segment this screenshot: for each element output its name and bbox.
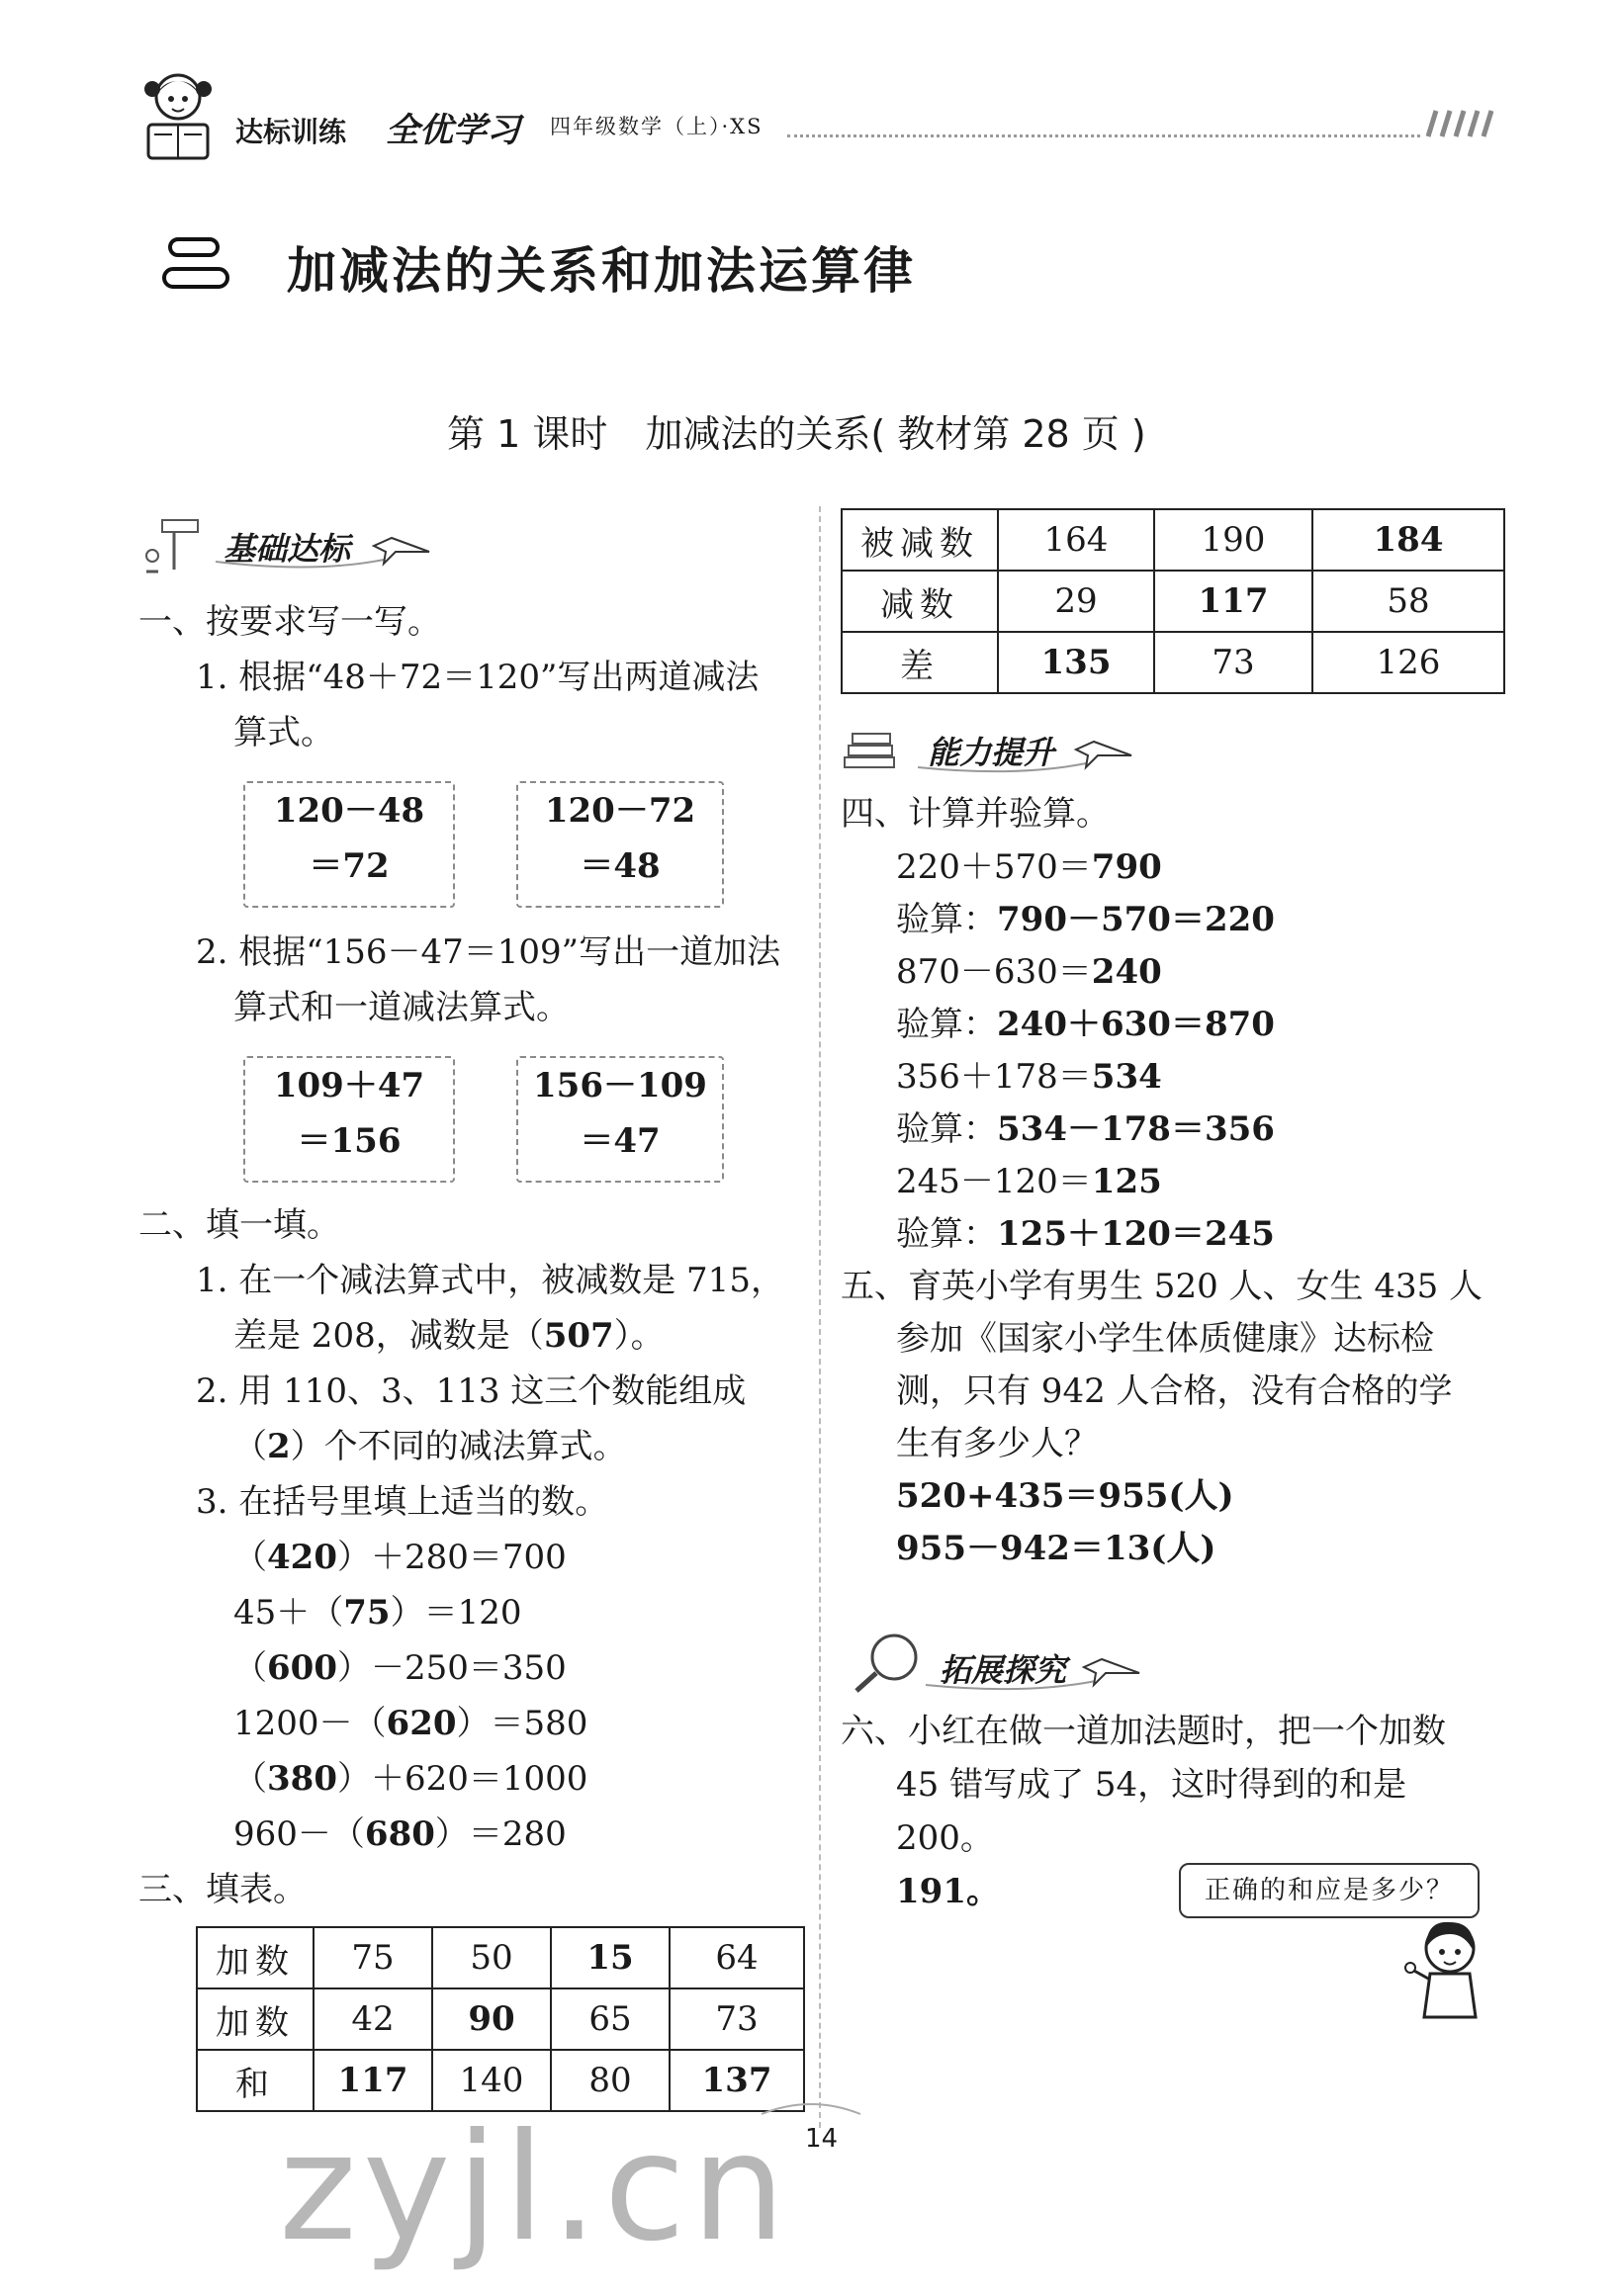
fill-post: ）－250＝350 [336,1648,567,1688]
fill-line [233,1704,588,1743]
fill-answer: 620 [386,1704,457,1743]
section-extend-title: 拓展探究 [940,1651,1067,1689]
table-cell: 15 [551,1927,670,1988]
calc-pre: 验算： [896,900,997,939]
fill-pre: （ [233,1538,267,1577]
calc-line [896,1162,1162,1201]
calc-line [896,1214,1275,1254]
q1-p2-line2: 算式和一道减法算式。 [233,988,570,1027]
q5-line1: 五、育英小学有男生 520 人、女生 435 人 [841,1267,1483,1306]
q2-p1-line2-pre: 差是 208，减数是（ [233,1316,544,1356]
table-cell: 135 [998,632,1154,693]
q2-p2-line1: 2. 用 110、3、113 这三个数能组成 [196,1371,747,1411]
q1-p1-line1: 1. 根据“48＋72＝120”写出两道减法 [196,658,760,697]
table-cell: 184 [1312,509,1504,571]
lesson-title-text: 第 1 课时 加减法的关系 [447,412,871,456]
answer-box-4-line2: ＝47 [580,1121,661,1161]
fill-post: ）＝580 [456,1704,588,1743]
answer-box-2-line2: ＝48 [580,846,661,886]
table-row [842,632,1504,693]
q2-p1-line2-post: ）。 [613,1316,665,1356]
answer-box-4 [516,1056,724,1183]
calc-answer: 125 [1091,1162,1162,1201]
q3-title: 三、填表。 [138,1870,307,1909]
subtraction-table [841,508,1505,694]
table-cell: 42 [314,1988,432,2050]
grade-label: 四年级数学（上）·XS [550,115,764,138]
mascot-thinking-girl [1404,1914,1493,2023]
fill-pre: 1200－（ [233,1704,387,1743]
table-row [197,1927,804,1988]
fill-line [233,1648,567,1688]
calc-answer: 534－178＝356 [997,1109,1275,1149]
table-row [197,1988,804,2050]
brand-name: 达标训练 [235,116,347,148]
fill-answer: 680 [364,1814,435,1854]
q5-line2: 参加《国家小学生体质健康》达标检 [896,1319,1434,1359]
q2-p2-line2-post: ）个不同的减法算式。 [290,1427,627,1466]
q2-p2-line2 [233,1427,627,1466]
q2-p3-title: 3. 在括号里填上适当的数。 [196,1482,609,1522]
calc-answer: 125＋120＝245 [997,1214,1275,1254]
answer-box-1-line2: ＝72 [309,846,390,886]
lesson-title [447,403,1146,458]
calc-line [896,952,1162,992]
calc-line [896,900,1275,939]
calc-pre: 验算： [896,1005,997,1044]
q1-p2-line1: 2. 根据“156－47＝109”写出一道加法 [196,932,781,972]
table-cell: 126 [1312,632,1504,693]
table-cell: 90 [432,1988,551,2050]
fill-post: ）＋280＝700 [336,1538,567,1577]
q2-p1-answer: 507 [543,1316,614,1356]
fill-answer: 75 [343,1593,391,1633]
answer-box-2-line1: 120－72 [544,791,696,831]
table-cell: 80 [551,2050,670,2111]
q5-answer-line1: 520+435＝955(人) [896,1476,1234,1516]
section-ability-title: 能力提升 [928,734,1055,771]
q2-p2-line2-pre: （ [233,1427,267,1466]
q6-answer: 191。 [896,1872,1000,1911]
q5-line3: 测，只有 942 人合格，没有合格的学 [896,1371,1453,1411]
header-stripes-decoration [1424,107,1503,140]
table-cell: 164 [998,509,1154,571]
mascot-reading-girl [138,67,218,166]
fill-line [233,1593,522,1633]
calc-line [896,1109,1275,1149]
table-row [842,571,1504,632]
section-ability-banner [839,714,1145,779]
answer-box-1 [243,781,455,908]
q4-title: 四、计算并验算。 [841,794,1110,834]
q1-title: 一、按要求写一写。 [138,602,441,642]
table-cell: 65 [551,1988,670,2050]
fill-answer: 380 [267,1759,337,1799]
table-cell: 64 [670,1927,804,1988]
table-cell: 117 [314,2050,432,2111]
table-cell: 减数 [842,571,998,632]
chapter-title: 加减法的关系和加法运算律 [287,242,916,300]
calc-answer: 790 [1091,847,1162,887]
fill-line [233,1814,567,1854]
fill-pre: 960－（ [233,1814,365,1854]
calc-answer: 240 [1091,952,1162,992]
table-cell: 29 [998,571,1154,632]
q6-line3: 200。 [896,1818,994,1858]
calc-pre: 220＋570＝ [896,847,1092,887]
answer-box-3-line1: 109＋47 [273,1066,425,1105]
calc-pre: 245－120＝ [896,1162,1092,1201]
q2-p2-answer: 2 [267,1427,291,1466]
calc-answer: 240＋630＝870 [997,1005,1275,1044]
fill-answer: 600 [267,1648,337,1688]
hint-bubble: 正确的和应是多少？ [1179,1863,1480,1918]
table-row [842,509,1504,571]
calc-pre: 验算： [896,1214,997,1254]
section-extend-banner [837,1630,1153,1699]
q5-answer-line2: 955－942＝13(人) [896,1529,1216,1568]
section-basic-title: 基础达标 [224,530,351,568]
q2-p1-line2 [233,1316,665,1356]
fill-pre: （ [233,1759,267,1799]
calc-line [896,1005,1275,1044]
table-cell: 137 [670,2050,804,2111]
answer-box-4-line1: 156－109 [533,1066,707,1105]
calc-answer: 790－570＝220 [997,900,1275,939]
brand-logo: 全优学习 [386,111,520,150]
lesson-textbook-ref: ( 教材第 28 页 ) [870,412,1146,456]
answer-box-2 [516,781,724,908]
answer-box-3 [243,1056,455,1183]
section-basic-banner [136,512,443,577]
table-cell: 140 [432,2050,551,2111]
table-cell: 73 [1154,632,1312,693]
header-rule [787,134,1420,137]
fill-post: ）＋620＝1000 [336,1759,588,1799]
q1-p1-line2: 算式。 [233,713,334,752]
table-cell: 50 [432,1927,551,1988]
table-cell: 75 [314,1927,432,1988]
calc-line [896,1057,1162,1097]
calc-line [896,847,1162,887]
calc-pre: 356＋178＝ [896,1057,1092,1097]
calc-answer: 534 [1091,1057,1162,1097]
q2-title: 二、填一填。 [138,1205,340,1245]
table-cell: 58 [1312,571,1504,632]
fill-pre: 45＋（ [233,1593,344,1633]
table-cell: 190 [1154,509,1312,571]
fill-line [233,1759,588,1799]
table-cell: 117 [1154,571,1312,632]
q6-line2: 45 错写成了 54，这时得到的和是 [896,1765,1407,1805]
table-cell: 73 [670,1988,804,2050]
table-cell: 加数 [197,1988,314,2050]
fill-line [233,1538,567,1577]
answer-box-1-line1: 120－48 [273,791,425,831]
chapter-number-glyph [162,235,231,291]
fill-post: ）＝120 [390,1593,522,1633]
table-cell: 被减数 [842,509,998,571]
fill-answer: 420 [267,1538,337,1577]
table-cell: 加数 [197,1927,314,1988]
fill-pre: （ [233,1648,267,1688]
watermark-logo: zyjl.cn [279,2102,792,2274]
calc-pre: 870－630＝ [896,952,1092,992]
page-number: 14 [805,2124,839,2154]
answer-box-3-line2: ＝156 [297,1121,402,1161]
calc-pre: 验算： [896,1109,997,1149]
column-divider [819,506,821,2128]
table-cell: 差 [842,632,998,693]
addition-table [196,1926,805,2112]
table-cell: 和 [197,2050,314,2111]
q6-line1: 六、小红在做一道加法题时，把一个加数 [841,1712,1446,1751]
fill-post: ）＝280 [434,1814,567,1854]
q2-p1-line1: 1. 在一个减法算式中，被减数是 715， [196,1261,784,1300]
q5-line4: 生有多少人？ [896,1424,1098,1463]
